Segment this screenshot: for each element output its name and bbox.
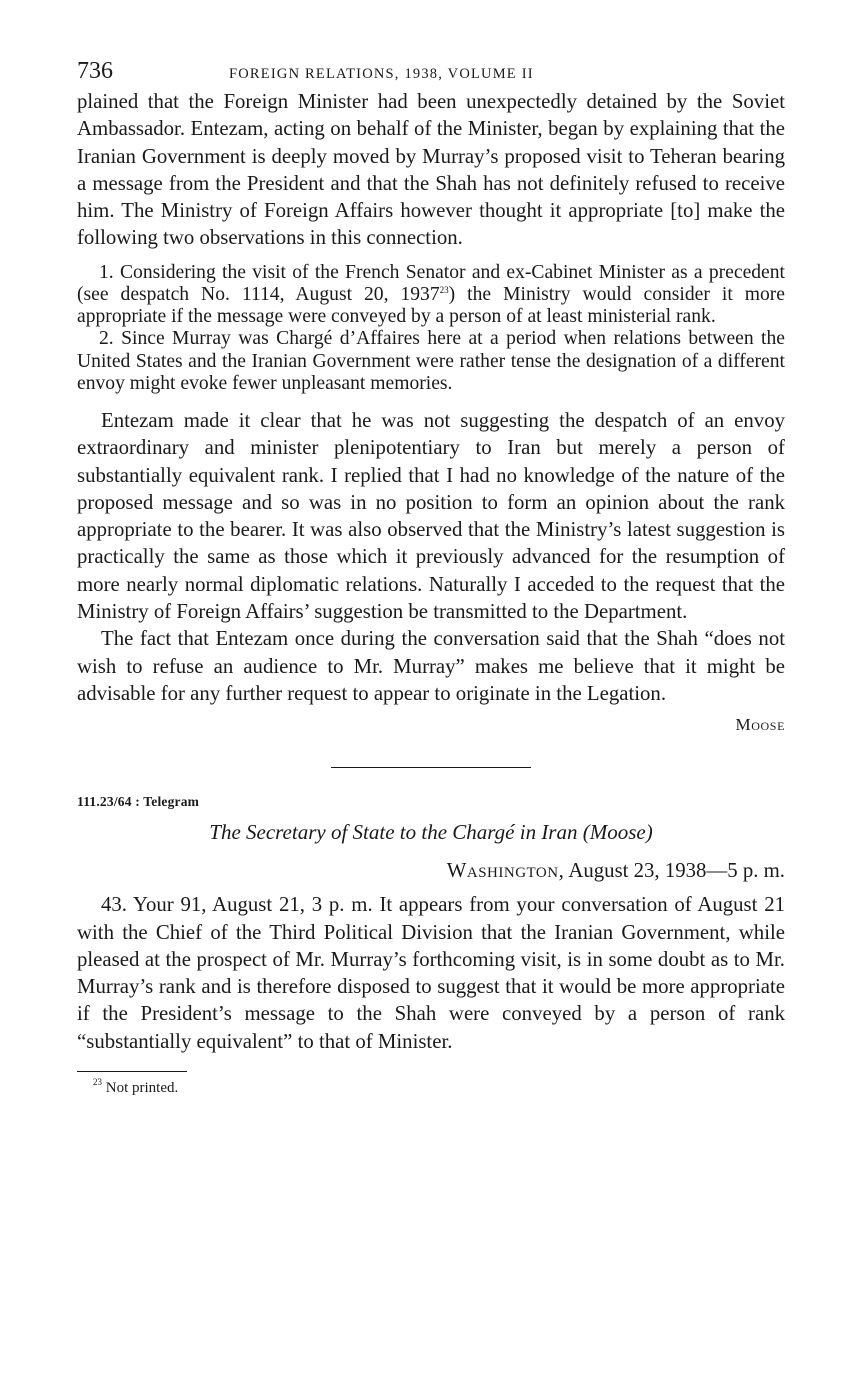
document-page <box>77 58 785 1097</box>
observation-1-text: 1. Considering the visit of the French Senator and ex-Cabinet Minister as a precedent (see despatch No. 1114, August 20, 1937 <box>77 261 785 305</box>
dateline-place: Washington, <box>446 859 565 883</box>
page-number: 736 <box>77 58 113 84</box>
dateline <box>77 859 785 883</box>
paragraph-43: 43. Your 91, August 21, 3 p. m. It appears from your conversation of August 21 with the Chief of the Third Political Division that the Iranian Government, while pleased at the prospect of Mr. Murray’s forthcoming visit, is in some doubt as to Mr. Murray’s rank and is therefore disposed to suggest that it would be more appropriate if the President’s message to the Shah were conveyed by a person of rank “substantially equivalent” to that of Minister. <box>77 893 785 1053</box>
numbered-observations <box>77 262 785 395</box>
paragraph-shah: The fact that Entezam once during the conversation said that the Shah “does not wish to refuse an audience to Mr. Murray” makes me believe that it might be advisable for any further request to appear to originate in the Legation. <box>77 627 785 705</box>
footnote <box>77 1077 785 1097</box>
observation-2: 2. Since Murray was Chargé d’Affaires here at a period when relations between the United States and the Iranian Government were rather tense the designation of a different envoy might evoke fewer unpleasant memories. <box>77 328 785 394</box>
section-divider <box>331 767 531 768</box>
opening-paragraph: plained that the Foreign Minister had been unexpectedly detained by the Soviet Ambassador. Entezam, acting on behalf of the Minister, began by explaining that the Iranian Government is deeply moved by Murray’s proposed visit to Teheran bearing a message from the President and that the Shah has not definitely refused to receive him. The Ministry of Foreign Affairs however thought it appropriate [to] make the following two observations in this connection. <box>77 90 785 250</box>
paragraph-entezam: Entezam made it clear that he was not suggesting the despatch of an envoy extraordinary and minister plenipotentiary to Iran but merely a person of substantially equivalent rank. I replied that I had no knowledge of the nature of the proposed message and so was in no position to form an opinion about the rank appropriate to the bearer. It was also observed that the Ministry’s latest suggestion is practically the same as those which it previously advanced for the resumption of more nearly normal diplomatic relations. Naturally I acceded to the request that the Ministry of Foreign Affairs’ suggestion be transmitted to the Department. <box>77 409 785 624</box>
observation-1 <box>77 262 785 329</box>
running-title: FOREIGN RELATIONS, 1938, VOLUME II <box>229 66 534 82</box>
observation-1-text-cont: ) the Ministry would consider it more appropriate if the message were conveyed by a person of at least ministerial rank. <box>77 283 785 328</box>
document-heading: The Secretary of State to the Chargé in Iran (Moose) <box>209 820 653 845</box>
footnote-reference: 23 <box>439 284 449 295</box>
footnote-divider <box>77 1071 187 1072</box>
footnote-marker: 23 <box>93 1077 102 1088</box>
signature: Moose <box>735 715 785 735</box>
running-head <box>77 58 785 88</box>
file-reference: 111.23/64 : Telegram <box>77 794 200 810</box>
footnote-text: Not printed. <box>105 1080 179 1097</box>
dateline-time: August 23, 1938—5 p. m. <box>564 859 785 883</box>
